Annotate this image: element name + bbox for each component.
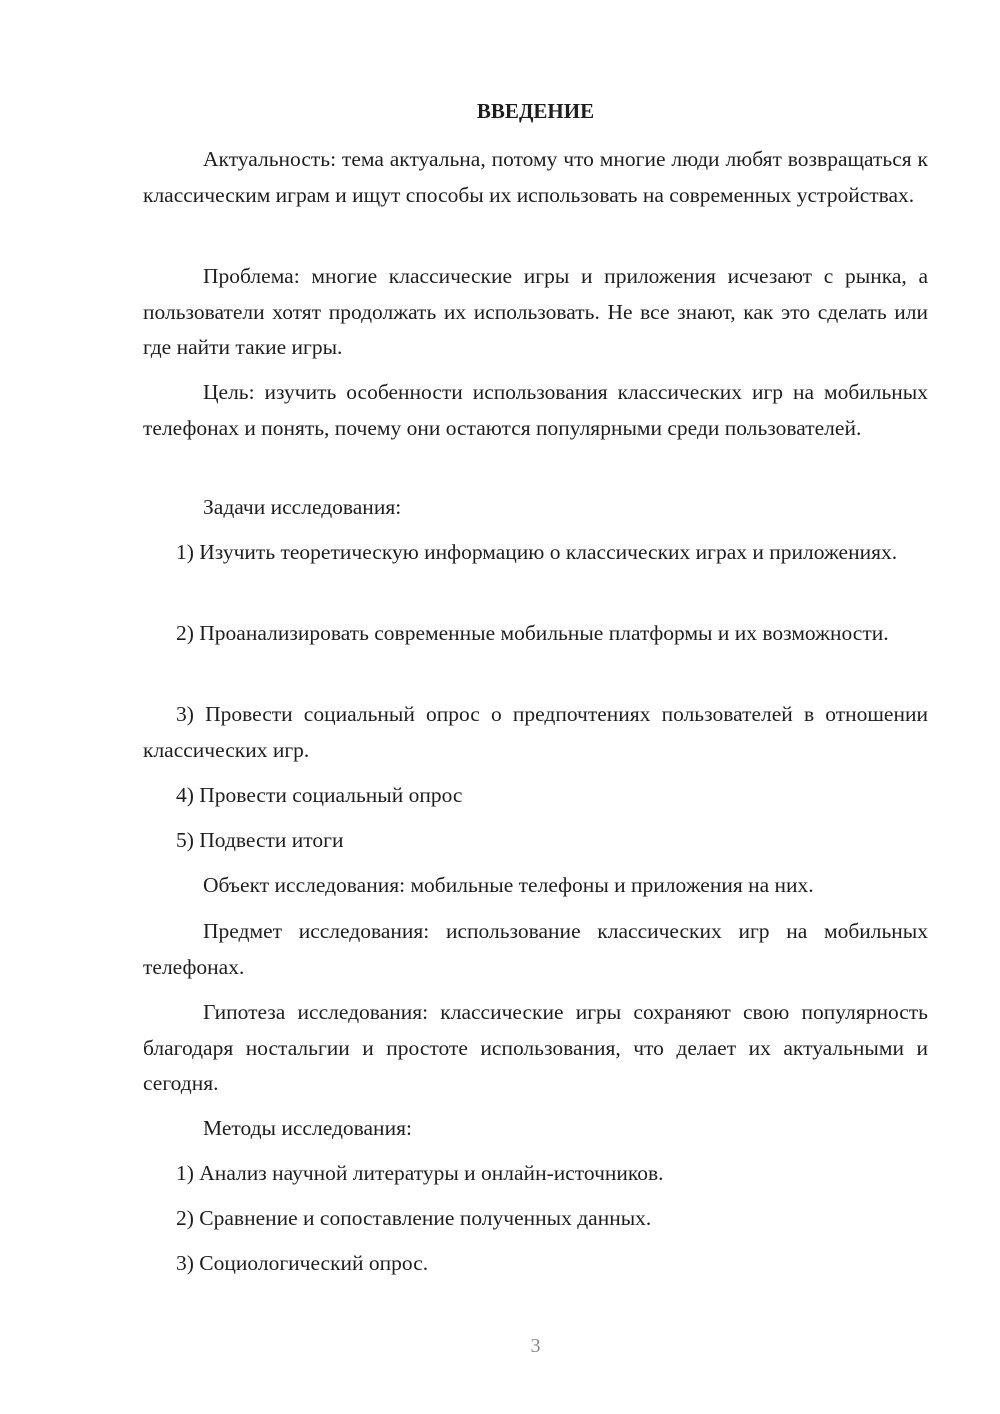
methods-title: Методы исследования: [203, 1116, 412, 1140]
document-page [143, 0, 928, 1414]
method-item: 3) Социологический опрос. [176, 1251, 429, 1275]
task-item: 5) Подвести итоги [176, 828, 344, 852]
page-number [143, 1334, 928, 1358]
problem-paragraph: Проблема: многие классические игры и приложения исчезают с рынка, а пользователи хотят продолжать их использовать. Не все знают, как это сделать или где найти такие игры. [143, 264, 928, 359]
object-paragraph: Объект исследования: мобильные телефоны и приложения на них. [203, 873, 814, 897]
method-item: 1) Анализ научной литературы и онлайн-источников. [176, 1161, 664, 1185]
task-item: 4) Провести социальный опрос [176, 783, 463, 807]
task-item: 3) Провести социальный опрос о предпочтениях пользователей в отношении классических игр. [143, 702, 928, 762]
page-title: ВВЕДЕНИЕ [476, 99, 595, 123]
method-item: 2) Сравнение и сопоставление полученных данных. [176, 1206, 652, 1230]
relevance-paragraph: Актуальность: тема актуальна, потому что многие люди любят возвращаться к классическим играм и ищут способы их использовать на современных устройствах. [143, 147, 928, 207]
hypothesis-paragraph: Гипотеза исследования: классические игры сохраняют свою популярность благодаря ностальгии и простоте использования, что делает их актуальными и сегодня. [143, 1000, 928, 1095]
tasks-title: Задачи исследования: [203, 495, 402, 519]
page-number-text: 3 [530, 1335, 541, 1357]
subject-paragraph: Предмет исследования: использование классических игр на мобильных телефонах. [143, 919, 928, 979]
task-item: 1) Изучить теоретическую информацию о классических играх и приложениях. [176, 540, 898, 564]
task-item: 2) Проанализировать современные мобильные платформы и их возможности. [176, 621, 889, 645]
goal-paragraph: Цель: изучить особенности использования классических игр на мобильных телефонах и понять, почему они остаются популярными среди пользователей. [143, 380, 928, 440]
